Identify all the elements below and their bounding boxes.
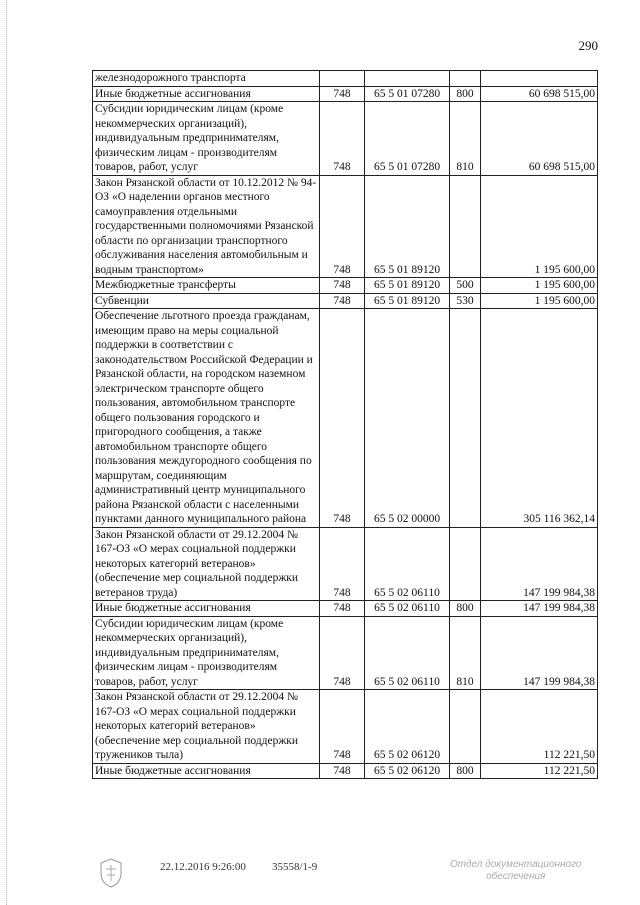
row-vr: 810 xyxy=(450,102,481,176)
row-gr: 748 xyxy=(320,601,365,617)
row-name: Закон Рязанской области от 29.12.2004 № 167-ОЗ «О мерах социальной поддержки некоторых категорий ветеранов» (обеспечение мер социальной поддержки ветеранов труда) xyxy=(93,527,320,601)
row-cs: 65 5 01 89120 xyxy=(365,175,450,278)
row-cs xyxy=(365,71,450,87)
row-name: Закон Рязанской области от 29.12.2004 № 167-ОЗ «О мерах социальной поддержки некоторых категорий ветеранов» (обеспечение мер социальной поддержки тружеников тыла) xyxy=(93,690,320,764)
row-name: Закон Рязанской области от 10.12.2012 № 94-ОЗ «О наделении органов местного самоуправления отдельными государственными полномочиями Рязанской области по организации транспортного обслуживания населения автомобильным и водным транспортом» xyxy=(93,175,320,278)
row-name: Обеспечение льготного проезда гражданам, имеющим право на меры социальной поддержки в соответствии с законодательством Российской Федерации и Рязанской области, на городском наземном электрическом транспорте общего пользования, автомобильном транспорте общего пользования городского и пригородного сообщения, а также автомобильном транспорте общего пользования междугородного сообщения по маршрутам, соединяющим административный центр муниципального района Рязанской области с населенными пунктами данного муниципального района xyxy=(93,309,320,528)
row-vr xyxy=(450,71,481,87)
department-stamp xyxy=(450,859,581,883)
row-sum: 60 698 515,00 xyxy=(481,86,598,102)
row-cs: 65 5 01 89120 xyxy=(365,278,450,294)
row-name: железнодорожного транспорта xyxy=(93,71,320,87)
row-name: Иные бюджетные ассигнования xyxy=(93,86,320,102)
row-cs: 65 5 01 07280 xyxy=(365,102,450,176)
row-vr xyxy=(450,309,481,528)
row-gr: 748 xyxy=(320,527,365,601)
row-name: Иные бюджетные ассигнования xyxy=(93,601,320,617)
footer-date: 22.12.2016 9:26:00 xyxy=(160,861,246,873)
scan-edge xyxy=(6,0,8,905)
stamp-line: Отдел документационного xyxy=(450,859,582,870)
row-vr xyxy=(450,690,481,764)
row-cs: 65 5 01 89120 xyxy=(365,293,450,309)
row-vr: 800 xyxy=(450,86,481,102)
row-vr: 810 xyxy=(450,616,481,690)
row-sum: 1 195 600,00 xyxy=(481,293,598,309)
row-vr: 800 xyxy=(450,763,481,779)
row-name: Иные бюджетные ассигнования xyxy=(93,763,320,779)
table-row xyxy=(93,175,598,278)
row-name: Субвенции xyxy=(93,293,320,309)
row-cs: 65 5 02 06120 xyxy=(365,690,450,764)
row-name: Межбюджетные трансферты xyxy=(93,278,320,294)
row-sum: 147 199 984,38 xyxy=(481,527,598,601)
row-sum: 147 199 984,38 xyxy=(481,616,598,690)
coat-of-arms-icon xyxy=(97,857,125,889)
row-gr: 748 xyxy=(320,763,365,779)
row-gr xyxy=(320,71,365,87)
row-sum: 60 698 515,00 xyxy=(481,102,598,176)
table-row xyxy=(93,616,598,690)
table-row xyxy=(93,293,598,309)
table-row xyxy=(93,601,598,617)
page-number: 290 xyxy=(578,38,598,53)
row-sum: 1 195 600,00 xyxy=(481,175,598,278)
table-row xyxy=(93,527,598,601)
row-gr: 748 xyxy=(320,175,365,278)
row-sum: 305 116 362,14 xyxy=(481,309,598,528)
row-sum xyxy=(481,71,598,87)
row-sum: 112 221,50 xyxy=(481,763,598,779)
table-row xyxy=(93,763,598,779)
row-cs: 65 5 02 06110 xyxy=(365,616,450,690)
row-gr: 748 xyxy=(320,293,365,309)
row-gr: 748 xyxy=(320,86,365,102)
row-gr: 748 xyxy=(320,102,365,176)
row-cs: 65 5 01 07280 xyxy=(365,86,450,102)
row-sum: 147 199 984,38 xyxy=(481,601,598,617)
budget-table xyxy=(92,70,598,779)
table-row xyxy=(93,86,598,102)
table-row xyxy=(93,71,598,87)
row-cs: 65 5 02 00000 xyxy=(365,309,450,528)
row-vr xyxy=(450,527,481,601)
row-cs: 65 5 02 06110 xyxy=(365,527,450,601)
row-name: Субсидии юридическим лицам (кроме некоммерческих организаций), индивидуальным предпринимателям, физическим лицам - производителям товаров, работ, услуг xyxy=(93,616,320,690)
row-name: Субсидии юридическим лицам (кроме некоммерческих организаций), индивидуальным предпринимателям, физическим лицам - производителям товаров, работ, услуг xyxy=(93,102,320,176)
row-gr: 748 xyxy=(320,616,365,690)
row-cs: 65 5 02 06110 xyxy=(365,601,450,617)
row-sum: 112 221,50 xyxy=(481,690,598,764)
row-gr: 748 xyxy=(320,309,365,528)
row-gr: 748 xyxy=(320,278,365,294)
table-row xyxy=(93,309,598,528)
row-vr xyxy=(450,175,481,278)
table-row xyxy=(93,690,598,764)
row-vr: 530 xyxy=(450,293,481,309)
footer-doc-id: 35558/1-9 xyxy=(272,861,318,873)
table-row xyxy=(93,278,598,294)
table-row xyxy=(93,102,598,176)
page-footer xyxy=(0,857,640,897)
row-sum: 1 195 600,00 xyxy=(481,278,598,294)
stamp-line: обеспечения xyxy=(486,871,546,882)
row-cs: 65 5 02 06120 xyxy=(365,763,450,779)
row-gr: 748 xyxy=(320,690,365,764)
row-vr: 500 xyxy=(450,278,481,294)
row-vr: 800 xyxy=(450,601,481,617)
